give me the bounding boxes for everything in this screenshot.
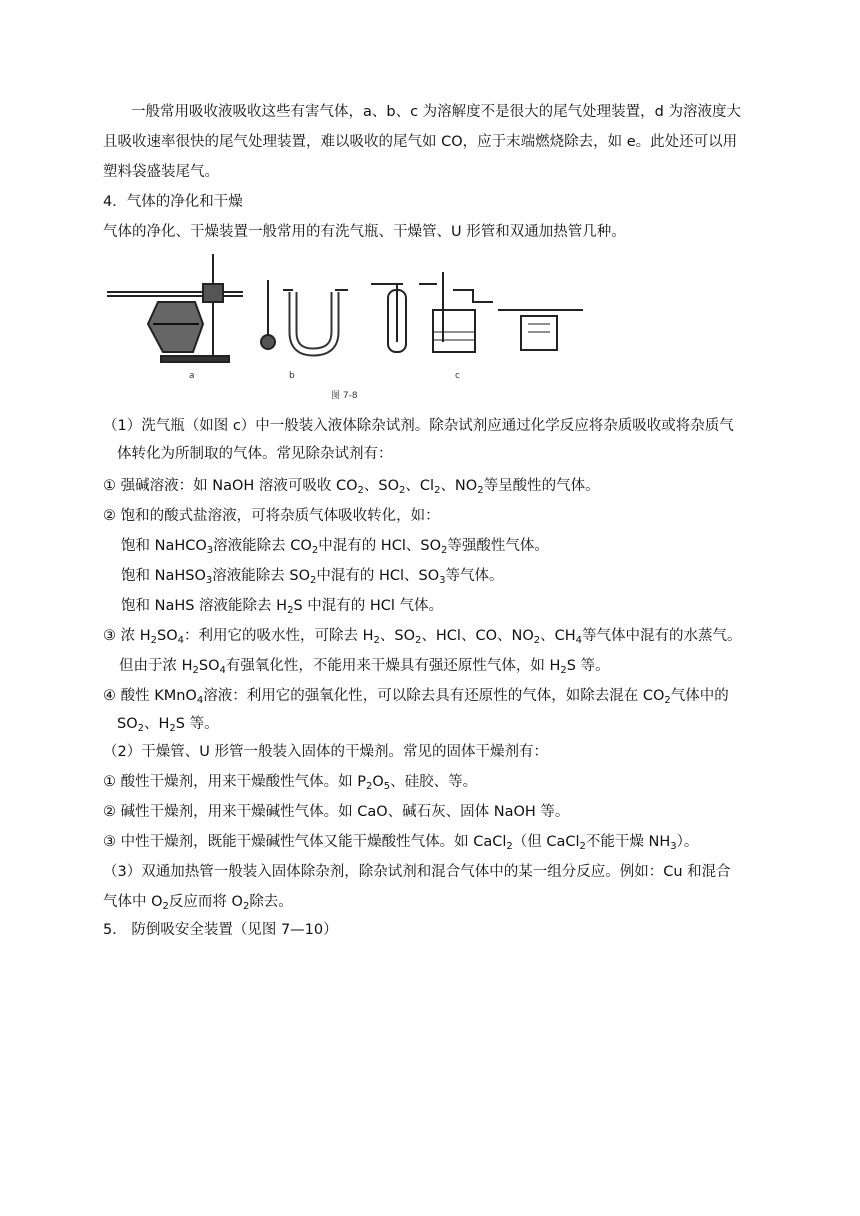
heating-tube-line-2: 气体中 $O_2$反应而将 $O_2$除去。 <box>103 894 293 912</box>
item-2-b: 饱和 NaHSO$_3$溶液能除去 $SO_2$中混有的 HCl、$SO_3$等气体。 <box>121 568 504 586</box>
item-2-a: 饱和 NaHCO$_3$溶液能除去 $CO_2$中混有的 HCl、$SO_2$等强酸性气体。 <box>121 538 549 556</box>
item-3: ③ 浓 $H_2SO_4$：利用它的吸水性，可除去 $H_2$、$SO_2$、HCl、CO、$NO_2$、$CH_4$等气体中混有的水蒸气。 <box>103 628 742 646</box>
apparatus-figure <box>103 252 593 402</box>
drying-item-2: ② 碱性干燥剂，用来干燥碱性气体。如 CaO、碱石灰、固体 NaOH 等。 <box>103 804 570 820</box>
figure-caption: 图 7-8 <box>331 391 358 401</box>
drying-item-3: ③ 中性干燥剂，既能干燥碱性气体又能干燥酸性气体。如 CaCl$_2$（但 CaCl$_2$不能干燥 $NH_3$）。 <box>103 834 699 852</box>
figure-label-c: c <box>455 371 460 381</box>
item-4-line-2: $SO_2$、$H_2S$ 等。 <box>117 716 219 734</box>
item-1: ① 强碱溶液：如 NaOH 溶液可吸收 $CO_2$、$SO_2$、$Cl_2$、$NO_2$等呈酸性的气体。 <box>103 478 600 496</box>
intro-line-2: 且吸收速率很快的尾气处理装置，难以吸收的尾气如 CO，应于末端燃烧除去，如 e。此处还可以用 <box>103 134 738 150</box>
intro-line-3: 塑料袋盛装尾气。 <box>103 164 219 180</box>
apparatus-drawing <box>103 252 593 402</box>
heating-tube-line-1: （3）双通加热管一般装入固体除杂剂，除杂试剂和混合气体中的某一组分反应。例如：Cu 和混合 <box>103 864 731 880</box>
figure-label-a: a <box>189 371 195 381</box>
drying-item-1: ① 酸性干燥剂，用来干燥酸性气体。如 $P_2O_5$、硅胶、等。 <box>103 774 478 792</box>
figure-label-b: b <box>289 371 295 381</box>
item-4: ④ 酸性 KMnO$_4$溶液：利用它的强氧化性，可以除去具有还原性的气体，如除去混在 $CO_2$气体中的 <box>103 688 729 706</box>
item-3-line-2: 但由于浓 $H_2SO_4$有强氧化性，不能用来干燥具有强还原性气体，如 $H_2S$ 等。 <box>119 658 610 676</box>
section-5-heading: 5． 防倒吸安全装置（见图 7—10） <box>103 922 338 938</box>
section-4-heading: 4．气体的净化和干燥 <box>103 194 243 210</box>
item-2: ② 饱和的酸式盐溶液，可将杂质气体吸收转化，如： <box>103 508 440 524</box>
wash-bottle-line-1: （1）洗气瓶（如图 c）中一般装入液体除杂试剂。除杂试剂应通过化学反应将杂质吸收或将杂质气 <box>103 418 734 434</box>
item-2-c: 饱和 NaHS 溶液能除去 $H_2S$ 中混有的 HCl 气体。 <box>121 598 444 616</box>
intro-line-1: 一般常用吸收液吸收这些有害气体，a、b、c 为溶解度不是很大的尾气处理装置，d 为溶液度大 <box>131 104 741 120</box>
wash-bottle-line-2: 体转化为所制取的气体。常见除杂试剂有： <box>117 446 393 462</box>
drying-tube-text: （2）干燥管、U 形管一般装入固体的干燥剂。常见的固体干燥剂有： <box>103 744 548 760</box>
section-4-text: 气体的净化、干燥装置一般常用的有洗气瓶、干燥管、U 形管和双通加热管几种。 <box>103 224 626 240</box>
